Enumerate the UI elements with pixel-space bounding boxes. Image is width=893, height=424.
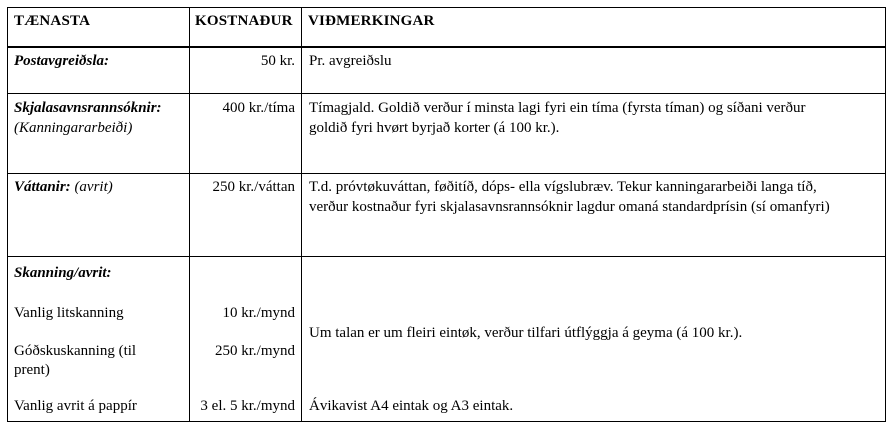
item-vanlig-litskanning: Vanlig litskanning <box>14 305 124 321</box>
service-vattanir-label: Váttanir: <box>14 179 71 195</box>
remarks-postavgreidsla: Pr. avgreiðslu <box>309 53 392 69</box>
header-remarks: VIÐMERKINGAR <box>308 13 435 29</box>
column-divider <box>301 7 302 422</box>
row-divider <box>7 93 886 94</box>
service-vattanir-suffix: (avrit) <box>74 179 113 195</box>
service-skanning: Skanning/avrit: <box>14 265 112 281</box>
cost-vanlig-litskanning: 10 kr./mynd <box>222 305 295 321</box>
service-skjalasavnsrannsoknir-sub: (Kanningararbeiði) <box>14 120 133 136</box>
item-godskuskanning-line1: Góðskuskanning (til <box>14 343 137 359</box>
remarks-vattanir-line2: verður kostnaður fyri skjalasavnsrannsóknir lagdur omaná standardprísin (sí omanfyri) <box>309 199 830 215</box>
header-cost: KOSTNAÐUR <box>195 13 293 29</box>
remarks-skanning-bottom: Ávikavist A4 eintak og A3 eintak. <box>309 398 514 414</box>
cost-vanlig-avrit: 3 el. 5 kr./mynd <box>200 398 295 414</box>
header-divider <box>7 46 886 48</box>
item-vanlig-avrit: Vanlig avrit á pappír <box>14 398 137 414</box>
cost-postavgreidsla: 50 kr. <box>260 53 295 69</box>
service-vattanir <box>14 178 113 197</box>
service-skjalasavnsrannsoknir: Skjalasavnsrannsóknir: <box>14 100 162 116</box>
cost-skjalasavnsrannsoknir: 400 kr./tíma <box>222 100 295 116</box>
row-divider <box>7 173 886 174</box>
item-godskuskanning-line2: prent) <box>14 362 50 378</box>
remarks-skjalasavnsrannsoknir-line2: goldið fyri hvørt byrjað korter (á 100 kr.). <box>309 120 560 136</box>
remarks-vattanir-line1: T.d. próvtøkuváttan, føðitíð, dóps- ella vígslubræv. Tekur kanningararbeiði langa tíð, <box>309 179 817 195</box>
cost-vattanir: 250 kr./váttan <box>212 179 295 195</box>
service-postavgreidsla: Postavgreiðsla: <box>14 53 109 69</box>
row-divider <box>7 256 886 257</box>
table-left-border <box>7 7 8 422</box>
table-top-border <box>7 7 886 8</box>
cost-godskuskanning: 250 kr./mynd <box>214 343 295 359</box>
header-service: TÆNASTA <box>14 13 91 29</box>
table-right-border <box>885 7 886 422</box>
remarks-skjalasavnsrannsoknir-line1: Tímagjald. Goldið verður í minsta lagi fyri ein tíma (fyrsta tíman) og síðani verður <box>309 100 806 116</box>
remarks-skanning-mid: Um talan er um fleiri eintøk, verður tilfari útflýggja á geyma (á 100 kr.). <box>309 325 743 341</box>
table-bottom-border <box>7 421 886 422</box>
